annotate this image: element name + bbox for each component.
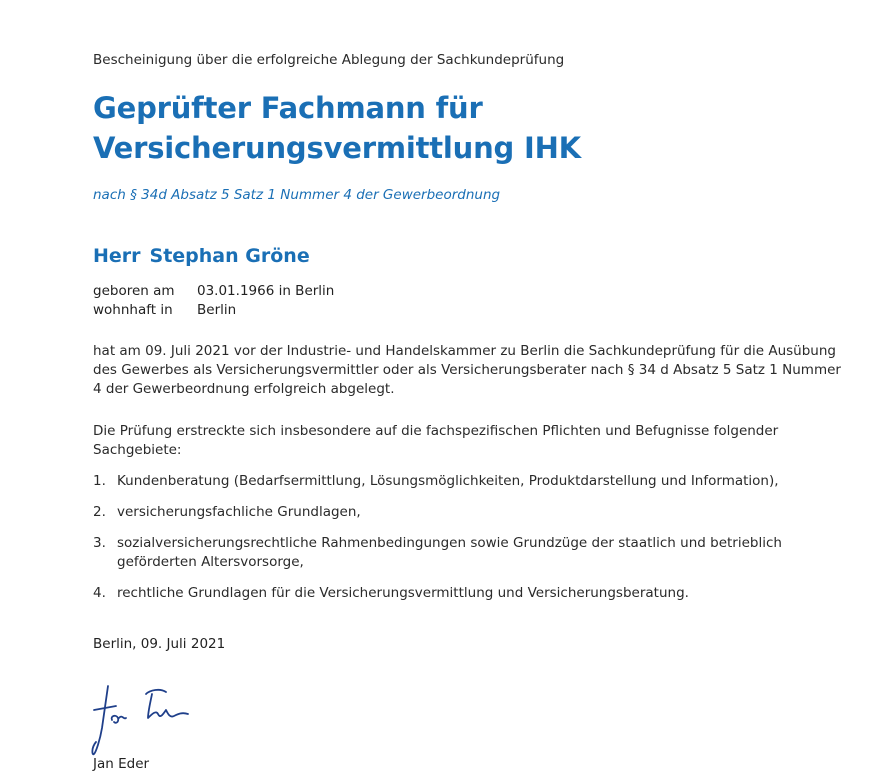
document-title bbox=[93, 88, 581, 168]
list-item-text: sozialversicherungsrechtliche Rahmenbedingungen sowie Grundzüge der staatlich und betrieblich geförderten Altersvorsorge, bbox=[117, 535, 782, 570]
residence-label: wohnhaft in bbox=[93, 302, 173, 318]
born-label: geboren am bbox=[93, 283, 175, 299]
person-facts bbox=[93, 282, 334, 320]
list-item-text: versicherungsfachliche Grundlagen, bbox=[117, 504, 361, 520]
place-and-date: Berlin, 09. Juli 2021 bbox=[93, 636, 226, 652]
title-line-1: Geprüfter Fachmann für bbox=[93, 91, 483, 125]
list-item bbox=[93, 534, 853, 572]
residence-row bbox=[93, 301, 334, 320]
list-item-text: rechtliche Grundlagen für die Versicherungsvermittlung und Versicherungsberatung. bbox=[117, 585, 689, 601]
born-value: 03.01.1966 in Berlin bbox=[197, 283, 335, 299]
residence-value: Berlin bbox=[197, 302, 237, 318]
list-item-number: 2. bbox=[93, 504, 106, 520]
list-item bbox=[93, 472, 853, 491]
document-subtitle: Bescheinigung über die erfolgreiche Ablegung der Sachkundeprüfung bbox=[93, 52, 565, 68]
person-name-line bbox=[93, 245, 310, 267]
list-item-number: 4. bbox=[93, 585, 106, 601]
list-item bbox=[93, 584, 853, 603]
list-item-text: Kundenberatung (Bedarfsermittlung, Lösungsmöglichkeiten, Produktdarstellung und Information), bbox=[117, 473, 779, 489]
birth-row bbox=[93, 282, 334, 301]
subject-list bbox=[93, 472, 853, 615]
legal-reference: nach § 34d Absatz 5 Satz 1 Nummer 4 der Gewerbeordnung bbox=[93, 187, 501, 203]
person-name: Stephan Gröne bbox=[149, 245, 310, 267]
list-item bbox=[93, 503, 853, 522]
exam-statement-paragraph: hat am 09. Juli 2021 vor der Industrie- und Handelskammer zu Berlin die Sachkundeprüfung für die Ausübung des Gewerbes als Versicherungsvermittler oder als Versicherungsberater nach § 34 d Absatz 5 Satz 1 Nummer 4 der Gewerbeordnung erfolgreich abgelegt. bbox=[93, 343, 841, 397]
list-item-number: 1. bbox=[93, 473, 106, 489]
list-item-number: 3. bbox=[93, 535, 106, 551]
title-line-2: Versicherungsvermittlung IHK bbox=[93, 131, 581, 165]
subject-intro-paragraph: Die Prüfung erstreckte sich insbesondere auf die fachspezifischen Pflichten und Befugnisse folgender Sachgebiete: bbox=[93, 423, 779, 458]
handwritten-signature bbox=[86, 680, 206, 760]
salutation: Herr bbox=[93, 245, 141, 267]
signer-name: Jan Eder bbox=[93, 756, 150, 772]
